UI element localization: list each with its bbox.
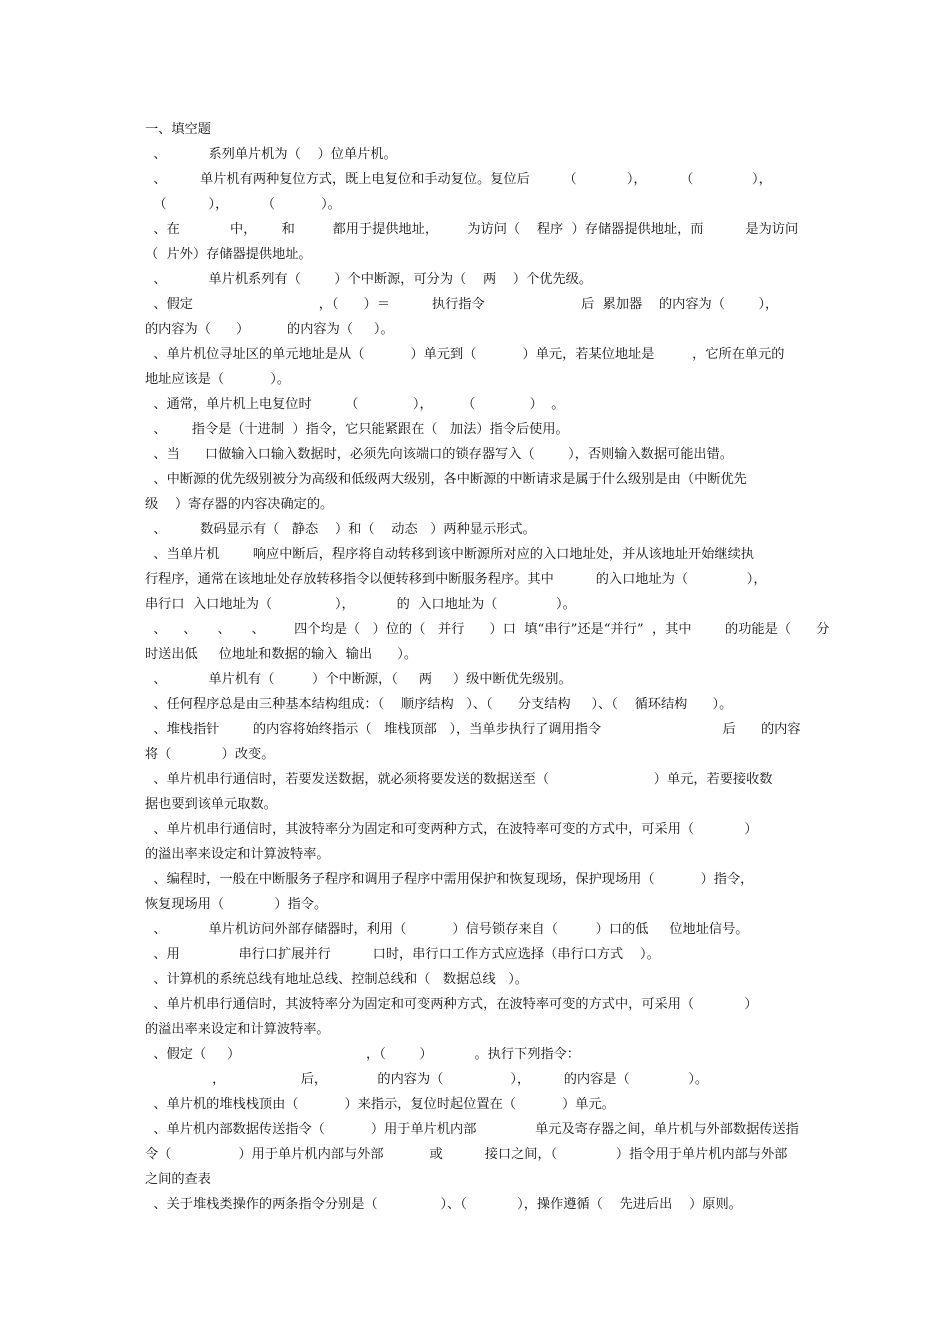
question-line: 、任何程序总是由三种基本结构组成：（ 顺序结构 ）、（ 分支结构 ）、（ 循环结构 ）。	[145, 697, 733, 712]
question-line: 、假定 ，（ ）＝ 执行指令 后 累加器 的内容为（ ），	[145, 297, 779, 312]
question-line: 、计算机的系统总线有地址总线、控制总线和（ 数据总线 ）。	[145, 972, 528, 987]
question-line: 、 、 、 、 四个均是（ ）位的（ 并行 ）口 填“串行”还是“并行” ，其中 的功能是（ 分	[145, 622, 830, 637]
question-line: 将（ ）改变。	[145, 747, 275, 762]
question-line: 、单片机内部数据传送指令（ ）用于单片机内部 单元及寄存器之间，单片机与外部数据传送指	[145, 1122, 799, 1137]
question-line: 串行口 入口地址为（ ）， 的 入口地址为（ ）。	[145, 597, 576, 612]
question-line: 时送出低 位地址和数据的输入 输出 ）。	[145, 647, 418, 662]
question-line: 、编程时，一般在中断服务子程序和调用子程序中需用保护和恢复现场，保护现场用（ ）指令，	[145, 872, 754, 887]
question-line: 、单片机串行通信时，其波特率分为固定和可变两种方式，在波特率可变的方式中，可采用（ ）	[145, 822, 758, 837]
question-line: 、中断源的优先级别被分为高级和低级两大级别，各中断源的中断请求是属于什么级别是由（中断优先	[145, 472, 747, 487]
question-line: ， 后， 的内容为（ ）， 的内容是（ ）。	[145, 1072, 709, 1087]
question-line: 据也要到该单元取数。	[145, 797, 277, 812]
question-line: 、单片机串行通信时，其波特率分为固定和可变两种方式，在波特率可变的方式中，可采用（ ）	[145, 997, 758, 1012]
question-line: 、用 串行口扩展并行 口时，串行口工作方式应选择（串行口方式 ）。	[145, 947, 660, 962]
question-line: 、单片机位寻址区的单元地址是从（ ）单元到（ ）单元，若某位地址是 ，它所在单元的	[145, 347, 785, 362]
question-line: 、当单片机 响应中断后，程序将自动转移到该中断源所对应的入口地址处，并从该地址开始继续执	[145, 547, 754, 562]
question-line: 、在 中， 和 都用于提供地址， 为访问（ 程序 ）存储器提供地址，而 是为访问	[145, 222, 799, 237]
question-line: 、当 口做输入口输入数据时，必须先向该端口的锁存器写入（ ），否则输入数据可能出错。	[145, 447, 733, 462]
question-line: 、 数码显示有（ 静态 ）和（ 动态 ）两种显示形式。	[145, 522, 536, 537]
question-line: 、假定（ ） ，（ ） 。执行下列指令：	[145, 1047, 580, 1062]
question-line: 的内容为（ ） 的内容为（ ）。	[145, 322, 394, 337]
question-line: 、堆栈指针 的内容将始终指示（ 堆栈顶部 ），当单步执行了调用指令 后 的内容	[145, 722, 801, 737]
section-heading: 一、填空题	[145, 122, 211, 137]
question-line: （ 片外）存储器提供地址。	[145, 247, 312, 262]
question-line: （ ）， （ ）。	[145, 197, 341, 212]
question-line: 之间的查表	[145, 1172, 211, 1187]
question-line: 、 指令是（十进制 ）指令，它只能紧跟在（ 加法）指令后使用。	[145, 422, 569, 437]
question-line: 、单片机串行通信时，若要发送数据，就必须将要发送的数据送至（ ）单元，若要接收数	[145, 772, 773, 787]
question-line: 恢复现场用（ ）指令。	[145, 897, 328, 912]
question-line: 的溢出率来设定和计算波特率。	[145, 1022, 330, 1037]
question-line: 的溢出率来设定和计算波特率。	[145, 847, 330, 862]
question-line: 级 ）寄存器的内容决确定的。	[145, 497, 334, 512]
question-line: 令（ ）用于单片机内部与外部 或 接口之间，（ ）指令用于单片机内部与外部	[145, 1147, 788, 1162]
question-line: 、 系列单片机为（ ）位单片机。	[145, 147, 397, 162]
question-line: 行程序，通常在该地址处存放转移指令以便转移到中断服务程序。其中 的入口地址为（ ），	[145, 572, 767, 587]
question-line: 、通常，单片机上电复位时 （ ）， （ ） 。	[145, 397, 565, 412]
question-line: 、关于堆栈类操作的两条指令分别是（ ）、（ ），操作遵循（ 先进后出 ）原则。	[145, 1197, 742, 1212]
question-line: 、 单片机访问外部存储器时，利用（ ）信号锁存来自（ ）口的低 位地址信号。	[145, 922, 749, 937]
question-line: 、 单片机系列有（ ）个中断源，可分为（ 两 ）个优先级。	[145, 272, 593, 287]
question-line: 、 单片机有（ ）个中断源，（ 两 ）级中断优先级别。	[145, 672, 572, 687]
question-line: 、 单片机有两种复位方式，既上电复位和手动复位。复位后 （ ）， （ ），	[145, 172, 772, 187]
question-line: 、单片机的堆栈栈顶由（ ）来指示，复位时起位置在（ ）单元。	[145, 1097, 615, 1112]
question-line: 地址应该是（ ）。	[145, 372, 291, 387]
